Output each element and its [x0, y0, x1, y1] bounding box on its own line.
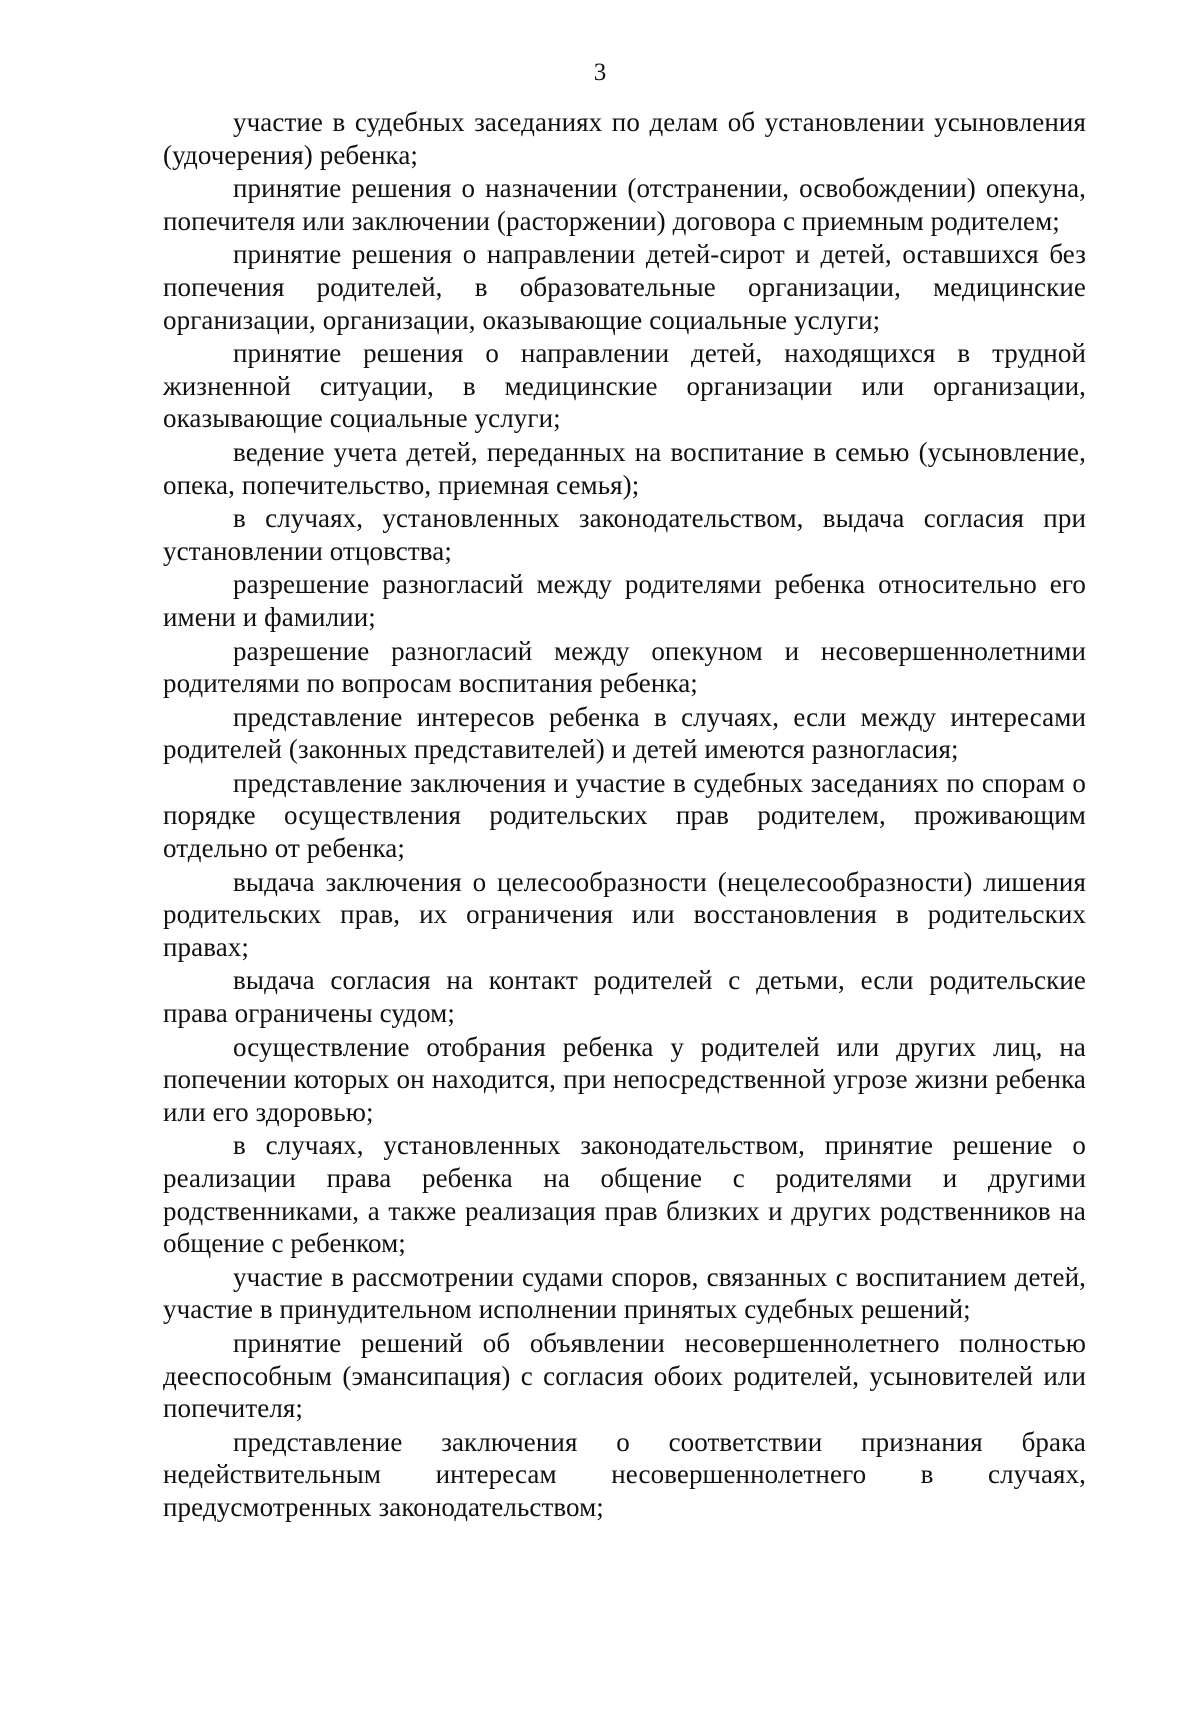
- paragraph: ведение учета детей, переданных на воспитание в семью (усыновление, опека, попечительство, приемная семья);: [163, 436, 1086, 500]
- paragraph: разрешение разногласий между опекуном и несовершеннолетними родителями по вопросам воспитания ребенка;: [163, 635, 1086, 699]
- paragraph: принятие решения о назначении (отстранении, освобождении) опекуна, попечителя или заключении (расторжении) договора с приемным родителем;: [163, 173, 1086, 236]
- paragraph: представление заключения о соответствии признания брака недействительным интересам несовершеннолетнего в случаях, предусмотренных законодательством;: [163, 1426, 1086, 1522]
- paragraph: представление интересов ребенка в случаях, если между интересами родителей (законных представителей) и детей имеются разногласия;: [163, 701, 1086, 765]
- paragraph: принятие решения о направлении детей, находящихся в трудной жизненной ситуации, в медицинские организации или организации, оказывающие социальные услуги;: [163, 338, 1086, 434]
- paragraph: выдача согласия на контакт родителей с детьми, если родительские права ограничены судом;: [163, 965, 1086, 1029]
- document-body: [163, 106, 1086, 1525]
- paragraph: в случаях, установленных законодательством, выдача согласия при установлении отцовства;: [163, 503, 1086, 566]
- page-number: 3: [593, 59, 607, 86]
- paragraph: принятие решения о направлении детей-сирот и детей, оставшихся без попечения родителей, в образовательные организации, медицинские организации, организации, оказывающие социальные услуги;: [163, 239, 1086, 335]
- paragraph: в случаях, установленных законодательством, принятие решение о реализации права ребенка на общение с родителями и другими родственниками, а также реализация прав близких и других родственников на общение с ребенком;: [163, 1130, 1086, 1259]
- paragraph: участие в рассмотрении судами споров, связанных с воспитанием детей, участие в принудительном исполнении принятых судебных решений;: [163, 1261, 1086, 1325]
- paragraph: представление заключения и участие в судебных заседаниях по спорам о порядке осуществления родительских прав родителем, проживающим отдельно от ребенка;: [163, 767, 1086, 864]
- paragraph: выдача заключения о целесообразности (нецелесообразности) лишения родительских прав, их ограничения или восстановления в родительских правах;: [163, 866, 1086, 962]
- paragraph: разрешение разногласий между родителями ребенка относительно его имени и фамилии;: [163, 569, 1086, 632]
- paragraph: участие в судебных заседаниях по делам об установлении усыновления (удочерения) ребенка;: [163, 107, 1086, 170]
- paragraph: принятие решений об объявлении несовершеннолетнего полностью дееспособным (эмансипация) с согласия обоих родителей, усыновителей или попечителя;: [163, 1327, 1086, 1424]
- paragraph: осуществление отобрания ребенка у родителей или других лиц, на попечении которых он находится, при непосредственной угрозе жизни ребенка или его здоровью;: [163, 1031, 1086, 1127]
